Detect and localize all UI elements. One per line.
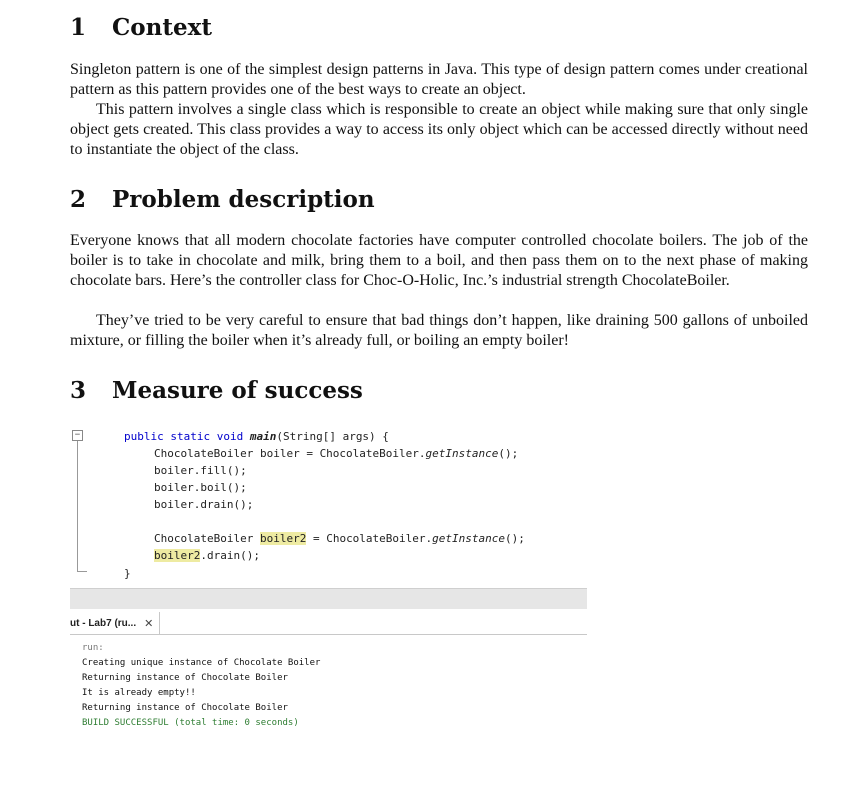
code-text: .drain(); xyxy=(200,549,260,562)
output-build-status: BUILD SUCCESSFUL (total time: 0 seconds) xyxy=(82,718,299,728)
output-line: Creating unique instance of Chocolate Boiler xyxy=(82,658,321,668)
code-line: boiler.boil(); xyxy=(154,481,247,494)
code-line xyxy=(154,549,260,562)
section-title: Problem description xyxy=(112,186,375,213)
section-number: 1 xyxy=(70,14,87,41)
code-line: boiler.drain(); xyxy=(154,498,254,511)
section-1-paragraph-1: Singleton pattern is one of the simplest design patterns in Java. This type of design pattern comes under creational pattern as this pattern provides one of the best ways to create an object. xyxy=(70,61,808,98)
output-tab-label: ut - Lab7 (ru... xyxy=(70,617,137,629)
section-title: Measure of success xyxy=(112,377,363,404)
highlighted-identifier: boiler2 xyxy=(259,532,307,545)
code-text: (); xyxy=(505,532,525,545)
code-method-name: getInstance xyxy=(432,532,506,545)
section-number: 3 xyxy=(70,377,87,404)
section-1-heading xyxy=(70,14,212,41)
output-tab[interactable] xyxy=(70,612,160,634)
fold-guide-line xyxy=(77,441,78,571)
code-line xyxy=(124,430,389,443)
output-toolbar xyxy=(70,588,587,609)
code-method-name: main xyxy=(249,430,277,443)
highlighted-identifier: boiler2 xyxy=(154,549,201,562)
section-2-paragraph-2: They’ve tried to be very careful to ensure that bad things don’t happen, like draining 500 gallons of unboiled mixture, or filling the boiler when it’s already full, or boiling an empty boiler! xyxy=(70,312,808,349)
code-text: ChocolateBoiler boiler = ChocolateBoiler. xyxy=(154,447,426,460)
code-text: (String[] args) { xyxy=(276,430,389,443)
code-line xyxy=(154,532,525,545)
code-method-name: getInstance xyxy=(425,447,499,460)
section-title: Context xyxy=(112,14,212,41)
section-3-heading xyxy=(70,377,363,404)
section-2-heading xyxy=(70,186,375,213)
code-editor xyxy=(70,426,630,580)
code-text: (); xyxy=(498,447,519,460)
close-icon[interactable]: ✕ xyxy=(144,617,154,630)
code-keywords: public static void xyxy=(124,430,250,443)
section-number: 2 xyxy=(70,186,87,213)
output-line: It is already empty!! xyxy=(82,688,196,698)
section-1-paragraph-2: This pattern involves a single class which is responsible to create an object while making sure that only single object gets created. This class provides a way to access its only object which can be accessed directly without need to instantiate the object of the class. xyxy=(70,101,808,158)
code-text: = ChocolateBoiler. xyxy=(306,532,433,545)
output-tab-bar xyxy=(70,612,587,635)
output-line: Returning instance of Chocolate Boiler xyxy=(82,703,288,713)
code-line xyxy=(154,447,518,460)
code-line: boiler.fill(); xyxy=(154,464,247,477)
fold-guide-end xyxy=(77,571,87,572)
section-2-paragraph-1: Everyone knows that all modern chocolate factories have computer controlled chocolate boilers. The job of the boiler is to take in chocolate and milk, bring them to a boil, and then pass them on to the next phase of making chocolate bars. Here’s the controller class for Choc-O-Holic, Inc.’s industrial strength ChocolateBoiler. xyxy=(70,232,808,289)
output-line-run: run: xyxy=(82,643,104,653)
output-line: Returning instance of Chocolate Boiler xyxy=(82,673,288,683)
fold-collapse-icon[interactable]: − xyxy=(72,430,83,441)
code-line: } xyxy=(124,567,131,580)
code-text: ChocolateBoiler xyxy=(154,532,260,545)
